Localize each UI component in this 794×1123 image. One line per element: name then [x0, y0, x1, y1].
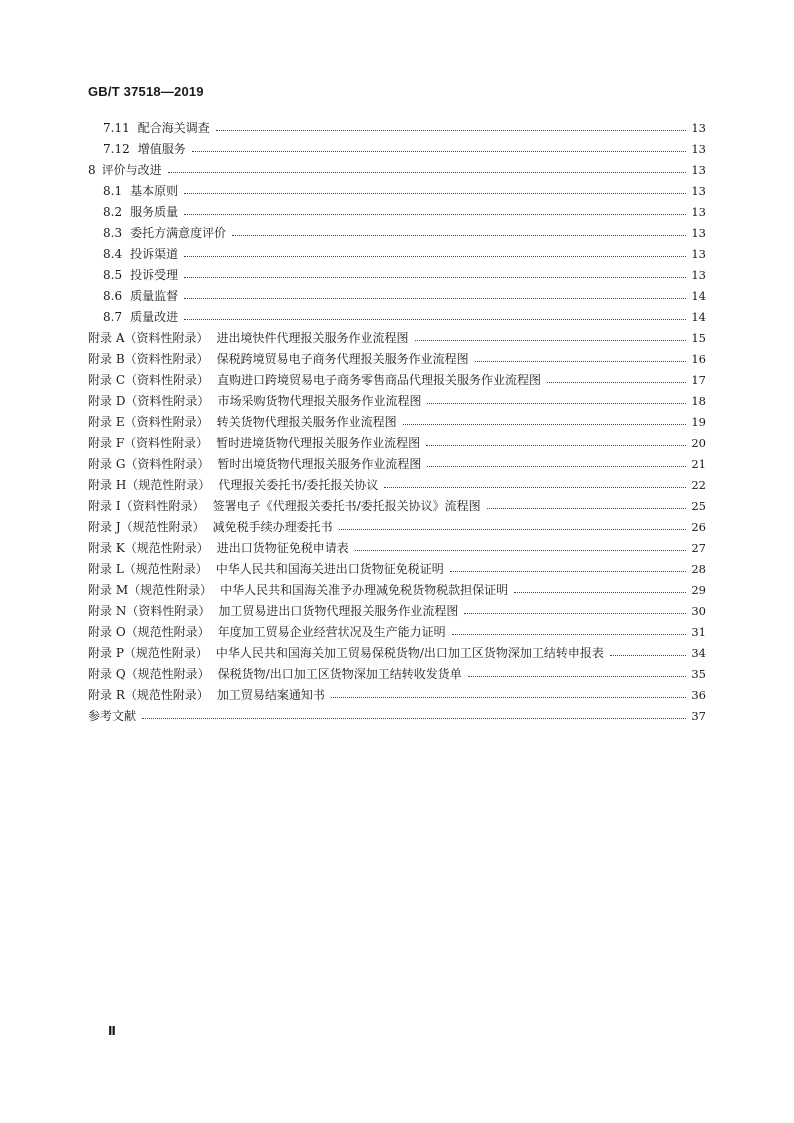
toc-entry-page: 18	[691, 394, 706, 408]
toc-entry[interactable]	[88, 601, 706, 622]
toc-leader-dots	[232, 235, 686, 236]
toc-entry-page: 36	[691, 688, 706, 702]
toc-entry-number: 附录 R（规范性附录）	[88, 688, 209, 702]
toc-entry-page: 26	[691, 520, 706, 534]
toc-entry[interactable]	[88, 412, 706, 433]
toc-leader-dots	[464, 613, 686, 614]
toc-entry-number: 附录 P（规范性附录）	[88, 646, 208, 660]
toc-entry-page: 31	[691, 625, 706, 639]
toc-entry-page: 13	[691, 205, 706, 219]
toc-entry[interactable]	[88, 307, 706, 328]
toc-entry[interactable]	[88, 244, 706, 265]
toc-entry-page: 13	[691, 268, 706, 282]
toc-entry-title: 服务质量	[130, 205, 179, 219]
toc-entry-page: 13	[691, 142, 706, 156]
toc-entry-number: 8.7	[103, 310, 123, 324]
toc-entry-page: 34	[691, 646, 706, 660]
toc-entry-page: 15	[691, 331, 706, 345]
toc-entry-number: 7.12	[103, 142, 130, 156]
toc-leader-dots	[216, 130, 686, 131]
toc-entry[interactable]	[88, 643, 706, 664]
toc-entry-number: 8.5	[103, 268, 123, 282]
toc-entry-page: 21	[691, 457, 706, 471]
table-of-contents	[88, 118, 706, 727]
toc-entry-page: 27	[691, 541, 706, 555]
toc-leader-dots	[184, 319, 686, 320]
toc-entry-number: 附录 D（资料性附录）	[88, 394, 210, 408]
toc-entry[interactable]	[88, 664, 706, 685]
toc-entry-page: 14	[691, 310, 706, 324]
toc-entry-title: 质量监督	[130, 289, 179, 303]
toc-entry[interactable]	[88, 370, 706, 391]
toc-entry-page: 19	[691, 415, 706, 429]
toc-entry-number: 附录 H（规范性附录）	[88, 478, 211, 492]
toc-entry-title: 暂时出境货物代理报关服务作业流程图	[217, 457, 422, 471]
toc-leader-dots	[339, 529, 686, 530]
toc-entry-title: 中华人民共和国海关加工贸易保税货物/出口加工区货物深加工结转申报表	[215, 646, 604, 660]
toc-entry-page: 17	[691, 373, 706, 387]
toc-entry[interactable]	[88, 517, 706, 538]
toc-entry-page: 37	[691, 709, 706, 723]
toc-leader-dots	[426, 445, 686, 446]
toc-entry-page: 13	[691, 247, 706, 261]
toc-entry-title: 质量改进	[130, 310, 179, 324]
page-number: Ⅱ	[108, 1024, 116, 1038]
toc-leader-dots	[468, 676, 686, 677]
toc-leader-dots	[610, 655, 686, 656]
toc-entry-title: 中华人民共和国海关准予办理减免税货物税款担保证明	[220, 583, 509, 597]
toc-entry-title: 配合海关调查	[137, 121, 210, 135]
toc-leader-dots	[450, 571, 686, 572]
toc-entry[interactable]	[88, 202, 706, 223]
toc-entry-page: 13	[691, 184, 706, 198]
toc-entry[interactable]	[88, 181, 706, 202]
toc-leader-dots	[192, 151, 686, 152]
toc-entry-page: 22	[691, 478, 706, 492]
toc-entry-title: 参考文献	[88, 709, 137, 723]
toc-entry-number: 附录 B（资料性附录）	[88, 352, 209, 366]
toc-entry-title: 进出口货物征免税申请表	[216, 541, 349, 555]
toc-entry-title: 代理报关委托书/委托报关协议	[218, 478, 379, 492]
toc-entry[interactable]	[88, 538, 706, 559]
toc-entry[interactable]	[88, 685, 706, 706]
toc-entry-title: 增值服务	[137, 142, 186, 156]
standard-code-header: GB/T 37518—2019	[88, 84, 204, 99]
toc-entry-title: 投诉受理	[130, 268, 179, 282]
toc-entry[interactable]	[88, 391, 706, 412]
toc-leader-dots	[452, 634, 686, 635]
toc-entry-title: 保税跨境贸易电子商务代理报关服务作业流程图	[216, 352, 469, 366]
toc-entry-title: 减免税手续办理委托书	[212, 520, 333, 534]
toc-leader-dots	[142, 718, 686, 719]
toc-entry-title: 转关货物代理报关服务作业流程图	[216, 415, 397, 429]
toc-leader-dots	[184, 298, 686, 299]
toc-entry[interactable]	[88, 139, 706, 160]
toc-leader-dots	[427, 466, 686, 467]
toc-entry-page: 30	[691, 604, 706, 618]
toc-entry-number: 附录 O（规范性附录）	[88, 625, 210, 639]
toc-entry-page: 20	[691, 436, 706, 450]
toc-entry[interactable]	[88, 286, 706, 307]
toc-entry-number: 附录 E（资料性附录）	[88, 415, 209, 429]
toc-entry-number: 附录 J（规范性附录）	[88, 520, 205, 534]
toc-entry-page: 13	[691, 121, 706, 135]
toc-entry-title: 投诉渠道	[130, 247, 179, 261]
toc-leader-dots	[184, 193, 686, 194]
toc-entry[interactable]	[88, 118, 706, 139]
toc-entry[interactable]	[88, 454, 706, 475]
toc-leader-dots	[475, 361, 686, 362]
toc-entry-number: 8.6	[103, 289, 123, 303]
toc-leader-dots	[355, 550, 686, 551]
toc-entry-number: 附录 Q（规范性附录）	[88, 667, 210, 681]
toc-entry-title: 市场采购货物代理报关服务作业流程图	[217, 394, 422, 408]
toc-entry[interactable]	[88, 433, 706, 454]
toc-entry-number: 附录 L（规范性附录）	[88, 562, 208, 576]
toc-entry-number: 8.2	[103, 205, 123, 219]
toc-leader-dots	[384, 487, 686, 488]
toc-leader-dots	[547, 382, 686, 383]
toc-entry-title: 签署电子《代理报关委托书/委托报关协议》流程图	[212, 499, 481, 513]
toc-entry-page: 28	[691, 562, 706, 576]
toc-leader-dots	[184, 256, 686, 257]
toc-entry-number: 附录 C（资料性附录）	[88, 373, 209, 387]
toc-entry-title: 直购进口跨境贸易电子商务零售商品代理报关服务作业流程图	[217, 373, 542, 387]
toc-entry-title: 中华人民共和国海关进出口货物征免税证明	[215, 562, 444, 576]
toc-entry-page: 35	[691, 667, 706, 681]
toc-leader-dots	[487, 508, 686, 509]
toc-leader-dots	[514, 592, 686, 593]
toc-entry-number: 附录 G（资料性附录）	[88, 457, 210, 471]
toc-entry-number: 附录 I（资料性附录）	[88, 499, 205, 513]
toc-leader-dots	[427, 403, 686, 404]
toc-entry-page: 29	[691, 583, 706, 597]
toc-entry-title: 年度加工贸易企业经营状况及生产能力证明	[217, 625, 446, 639]
toc-entry-number: 附录 N（资料性附录）	[88, 604, 211, 618]
toc-leader-dots	[331, 697, 686, 698]
toc-entry[interactable]	[88, 475, 706, 496]
toc-entry[interactable]	[88, 160, 706, 181]
toc-entry-title: 进出境快件代理报关服务作业流程图	[216, 331, 409, 345]
toc-entry-number: 附录 A（资料性附录）	[88, 331, 209, 345]
toc-entry[interactable]	[88, 328, 706, 349]
toc-entry-number: 8.1	[103, 184, 123, 198]
toc-entry-number: 附录 K（规范性附录）	[88, 541, 209, 555]
toc-entry[interactable]	[88, 496, 706, 517]
toc-entry-title: 加工贸易结案通知书	[216, 688, 325, 702]
toc-entry[interactable]	[88, 265, 706, 286]
toc-entry-number: 8.4	[103, 247, 123, 261]
toc-entry[interactable]	[88, 706, 706, 727]
toc-leader-dots	[168, 172, 686, 173]
toc-entry[interactable]	[88, 223, 706, 244]
toc-entry-title: 保税货物/出口加工区货物深加工结转收发货单	[217, 667, 462, 681]
toc-entry-number: 附录 M（规范性附录）	[88, 583, 213, 597]
toc-leader-dots	[415, 340, 687, 341]
toc-entry-title: 基本原则	[130, 184, 179, 198]
toc-entry[interactable]	[88, 349, 706, 370]
toc-entry-page: 13	[691, 163, 706, 177]
toc-entry-page: 14	[691, 289, 706, 303]
toc-entry-title: 委托方满意度评价	[130, 226, 227, 240]
toc-entry-title: 暂时进境货物代理报关服务作业流程图	[216, 436, 421, 450]
toc-entry-page: 13	[691, 226, 706, 240]
toc-entry[interactable]	[88, 580, 706, 601]
toc-entry-number: 8	[88, 163, 96, 177]
toc-leader-dots	[184, 214, 686, 215]
toc-entry-title: 评价与改进	[101, 163, 162, 177]
toc-leader-dots	[403, 424, 686, 425]
toc-entry[interactable]	[88, 559, 706, 580]
toc-leader-dots	[184, 277, 686, 278]
toc-entry-number: 7.11	[103, 121, 130, 135]
toc-entry-title: 加工贸易进出口货物代理报关服务作业流程图	[218, 604, 459, 618]
toc-entry-number: 8.3	[103, 226, 123, 240]
toc-entry-page: 25	[691, 499, 706, 513]
toc-entry[interactable]	[88, 622, 706, 643]
toc-entry-page: 16	[691, 352, 706, 366]
toc-entry-number: 附录 F（资料性附录）	[88, 436, 209, 450]
